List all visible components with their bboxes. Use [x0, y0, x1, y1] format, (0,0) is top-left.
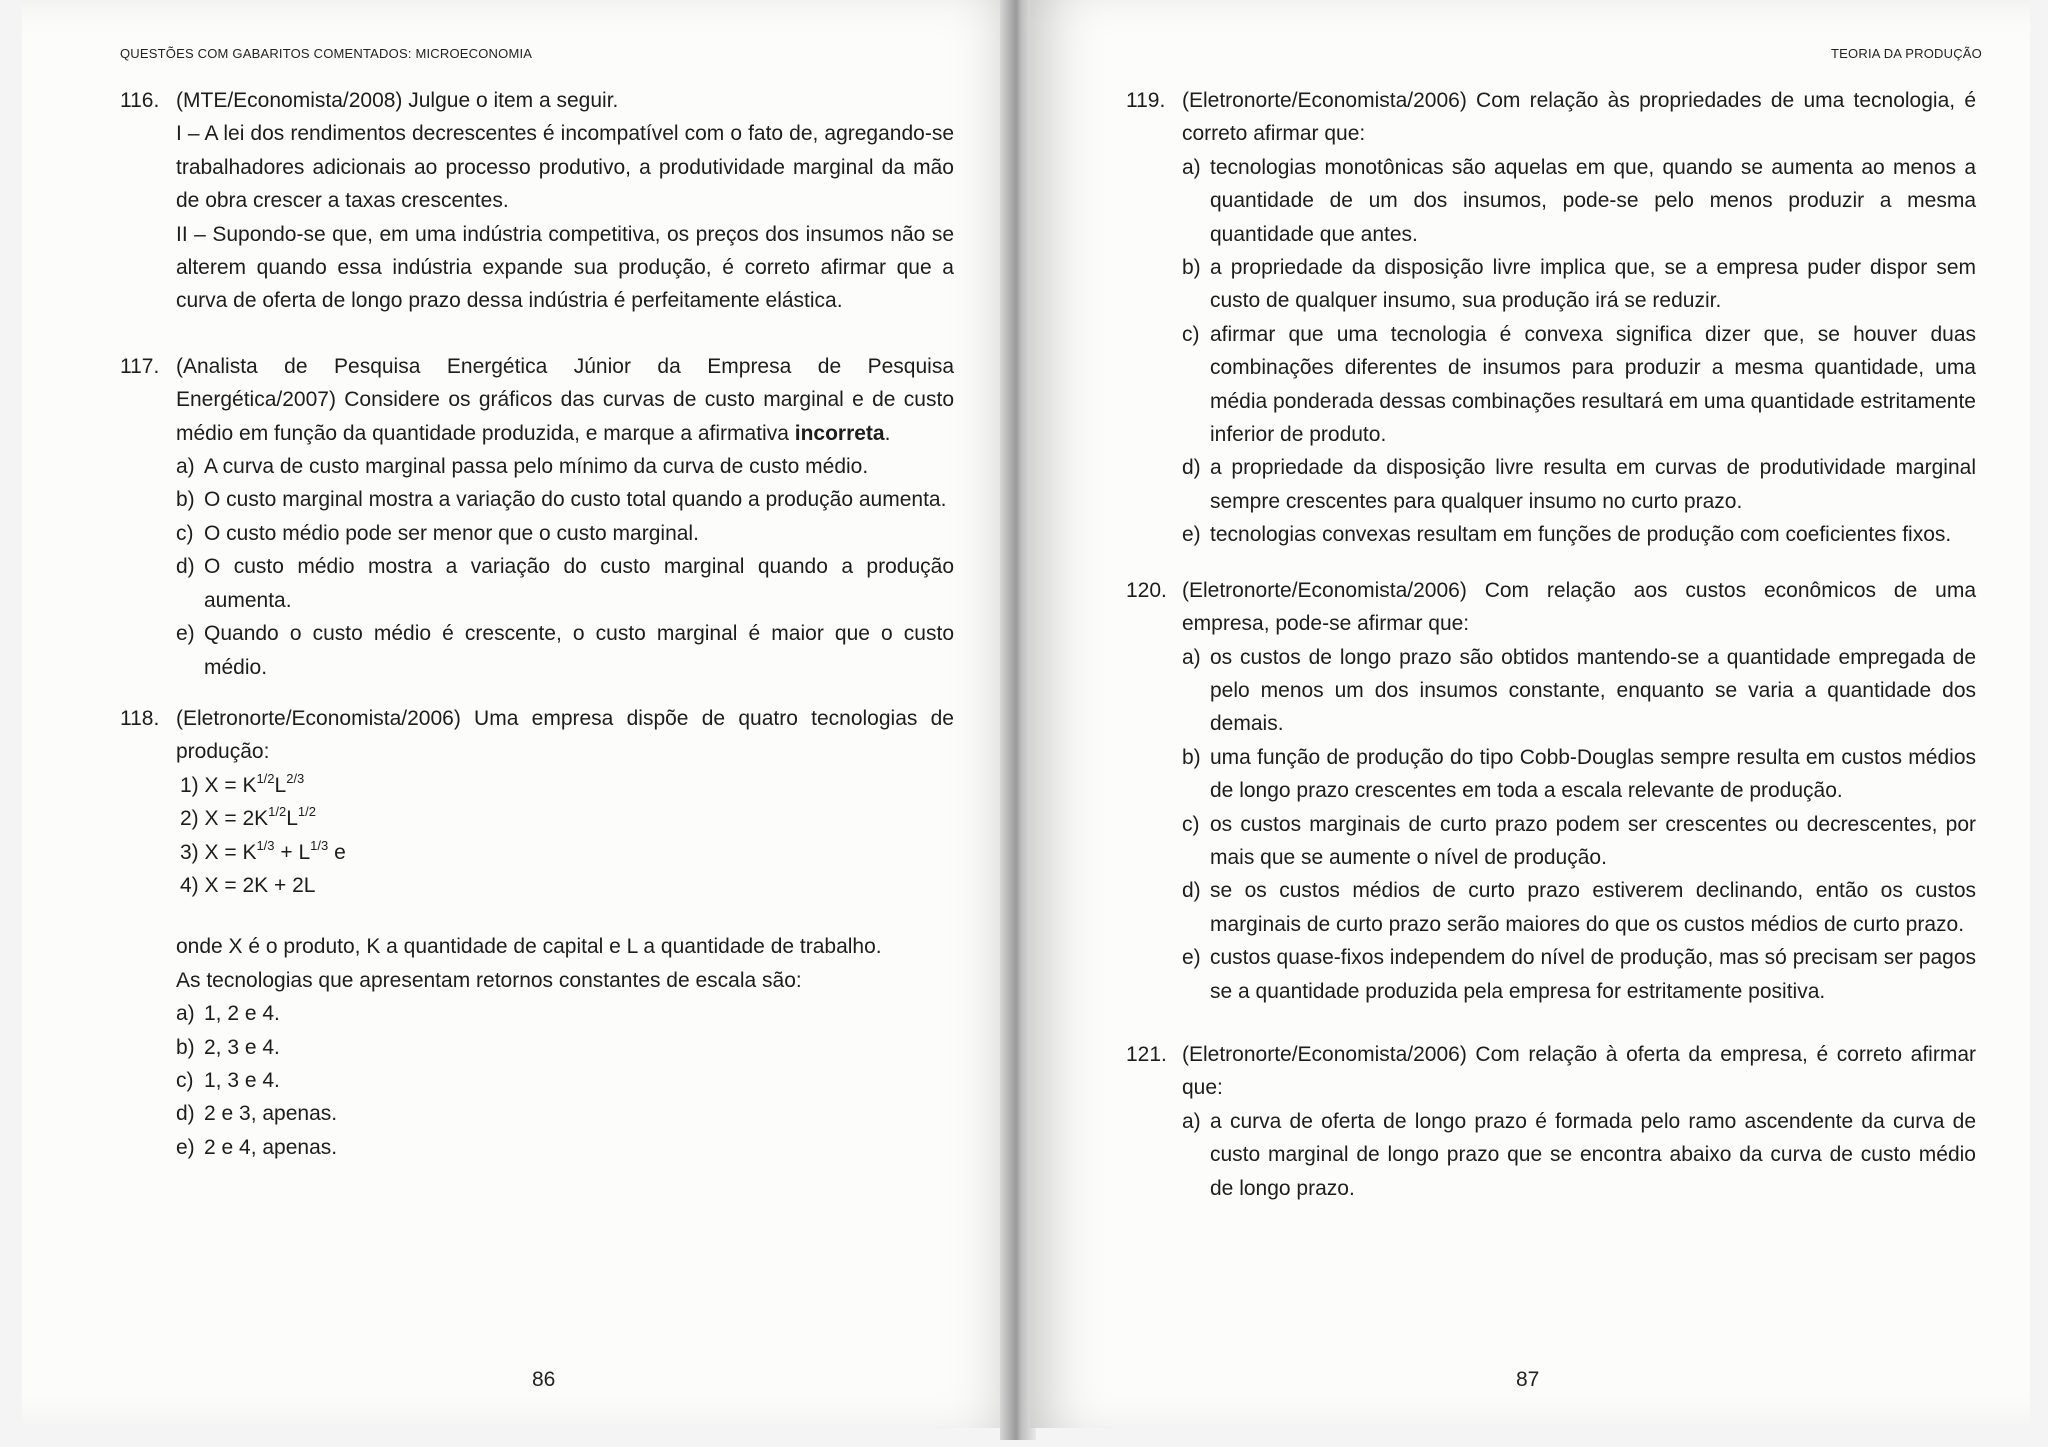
option: e) tecnologias convexas resultam em funções de produção com coeficientes fixos. [1182, 523, 1952, 547]
question-heading: (Eletronorte/Economista/2006) Com relação às propriedades de uma tecnologia, é correto afirmar que: [1182, 89, 1976, 146]
question-118 [120, 702, 954, 1164]
question-heading: (MTE/Economista/2008) Julgue o item a seguir. [176, 89, 619, 112]
question-number: 120. [1126, 578, 1167, 602]
question-heading: (Analista de Pesquisa Energética Júnior da Empresa de Pesquisa Energética/2007) Considere os gráficos das curvas de custo marginal e de custo médio em função da quantidade produzida, e marque a afirmativa incorreta. [176, 354, 954, 445]
option: a) tecnologias monotônicas são aquelas em que, quando se aumenta ao menos a quantidade de um dos insumos, pode-se pelo menos produzir a mesma quantidade que antes. [1182, 155, 1976, 246]
question-119 [1126, 84, 1976, 552]
page-number: 87 [1516, 1368, 1540, 1391]
right-page [1030, 0, 2030, 1428]
option: b) uma função de produção do tipo Cobb-Douglas sempre resulta em custos médios de longo prazo crescentes em toda a escala relevante de produção. [1182, 745, 1976, 803]
option: a) a curva de oferta de longo prazo é formada pelo ramo ascendente da curva de custo marginal de longo prazo que se encontra abaixo da curva de custo médio de longo prazo. [1182, 1109, 1976, 1200]
option: e) custos quase-fixos independem do nível de produção, mas só precisam ser pagos se a quantidade produzida pela empresa for estritamente positiva. [1182, 946, 1976, 1003]
left-page-content [120, 84, 954, 1191]
option: e) 2 e 4, apenas. [176, 1135, 338, 1159]
left-page [22, 0, 1022, 1428]
running-head: TEORIA DA PRODUÇÃO [1831, 46, 1982, 61]
question-number: 117. [120, 354, 160, 378]
option: e) Quando o custo médio é crescente, o custo marginal é maior que o custo médio. [176, 622, 954, 679]
page-number: 86 [532, 1368, 556, 1391]
option: a) A curva de custo marginal passa pelo mínimo da curva de custo médio. [176, 455, 869, 479]
question-116 [120, 84, 954, 318]
option: d) se os custos médios de curto prazo estiverem declinando, então os custos marginais de curto prazo serão maiores do que os custos médios de curto prazo. [1182, 879, 1976, 936]
formula-4: 4) X = 2K + 2L [180, 873, 316, 897]
formula-2: 2) $X = 2K^{1/2}L^{1/2}$ [180, 804, 316, 831]
formula-3: 3) $X = K^{1/3} + L^{1/3}$ e [180, 837, 346, 864]
option: b) 2, 3 e 4. [176, 1035, 280, 1059]
option: d) 2 e 3, apenas. [176, 1102, 338, 1126]
question-117 [120, 350, 954, 684]
right-page-content [1126, 84, 1976, 1232]
option: c) afirmar que uma tecnologia é convexa significa dizer que, se houver duas combinações diferentes de insumos para produzir a mesma quantidade, uma média ponderada dessas combinações resultará em uma quantidade estritamente inferior de produto. [1182, 322, 1976, 447]
running-head: QUESTÕES COM GABARITOS COMENTADOS: MICROECONOMIA [120, 46, 533, 61]
question-121 [1126, 1038, 1976, 1205]
question-number: 116. [120, 89, 160, 112]
question-120 [1126, 574, 1976, 1008]
option: b) O custo marginal mostra a variação do custo total quando a produção aumenta. [176, 488, 947, 512]
option: d) a propriedade da disposição livre resulta em curvas de produtividade marginal sempre crescentes para qualquer insumo no curto prazo. [1182, 456, 1976, 513]
formula-1: 1) $X = K^{1/2}L^{2/3}$ [180, 770, 305, 797]
option: b) a propriedade da disposição livre implica que, se a empresa puder dispor sem custo de qualquer insumo, sua produção irá se reduzir. [1182, 256, 1976, 313]
question-heading: (Eletronorte/Economista/2006) Com relação à oferta da empresa, é correto afirmar que: [1182, 1042, 1976, 1100]
option: c) os custos marginais de curto prazo podem ser crescentes ou decrescentes, por mais que se aumente o nível de produção. [1182, 812, 1976, 869]
question-number: 119. [1126, 89, 1166, 112]
option: a) 1, 2 e 4. [176, 1002, 280, 1026]
option: c) O custo médio pode ser menor que o custo marginal. [176, 521, 699, 545]
question-heading: (Eletronorte/Economista/2006) Com relação aos custos econômicos de uma empresa, pode-se afirmar que: [1182, 578, 1976, 636]
question-explanation: onde X é o produto, K a quantidade de capital e L a quantidade de trabalho. [176, 935, 882, 959]
option: d) O custo médio mostra a variação do custo marginal quando a produção aumenta. [176, 555, 954, 612]
question-heading: (Eletronorte/Economista/2006) Uma empresa dispõe de quatro tecnologias de produção: [176, 706, 954, 764]
question-prompt: As tecnologias que apresentam retornos constantes de escala são: [176, 968, 802, 992]
option: a) os custos de longo prazo são obtidos mantendo-se a quantidade empregada de pelo menos um dos insumos constante, enquanto se varia a quantidade dos demais. [1182, 645, 1976, 736]
question-item: II – Supondo-se que, em uma indústria competitiva, os preços dos insumos não se alterem quando essa indústria expande sua produção, é correto afirmar que a curva de oferta de longo prazo dessa indústria é perfeitamente elástica. [176, 222, 954, 313]
question-item: I – A lei dos rendimentos decrescentes é incompatível com o fato de, agregando-se trabalhadores adicionais ao processo produtivo, a produtividade marginal da mão de obra crescer a taxas crescentes. [176, 122, 954, 213]
emphasis: incorreta [794, 421, 885, 445]
question-number: 121. [1126, 1042, 1167, 1066]
question-number: 118. [120, 706, 160, 730]
option: c) 1, 3 e 4. [176, 1068, 280, 1092]
